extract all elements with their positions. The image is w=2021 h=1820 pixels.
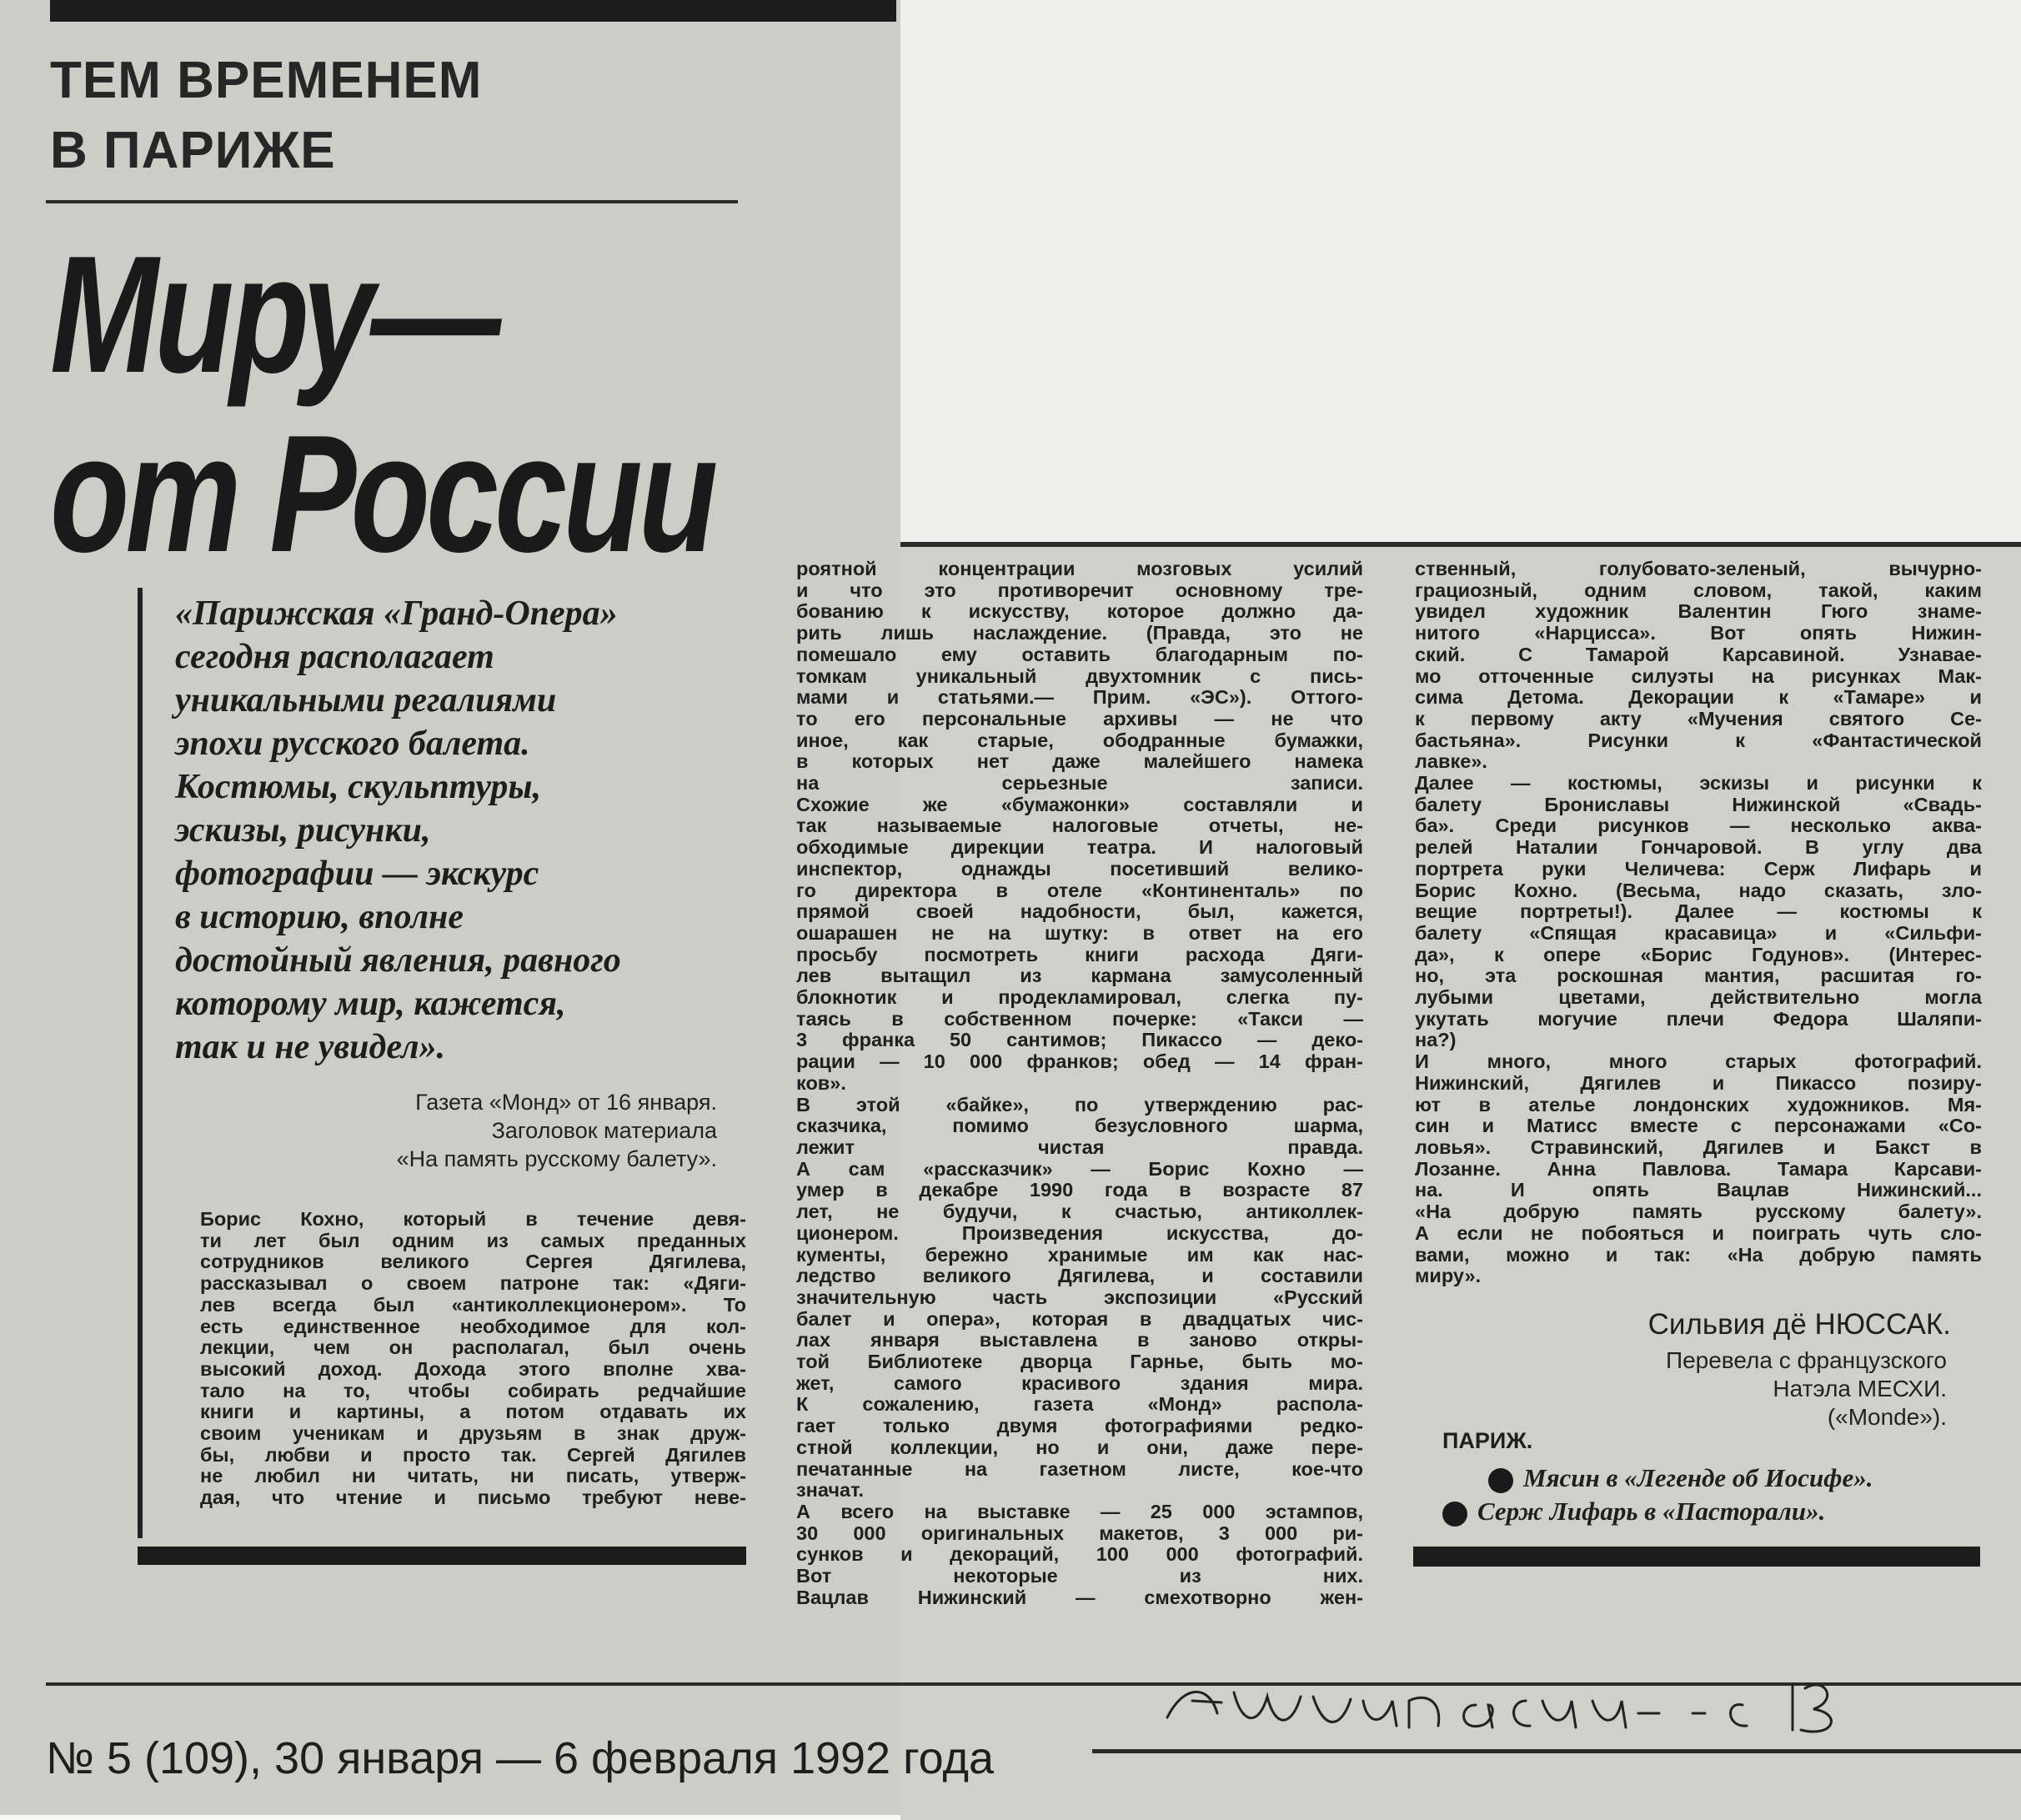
article-line: есть единственное необходимое для кол- [200,1316,746,1337]
article-line: лев всегда был «антиколлекционером». То [200,1294,746,1316]
article-line: ков». [796,1072,846,1094]
article-line: Борис Кохно, который в течение девя- [200,1209,746,1230]
article-line: лах января выставлена в заново откры- [796,1330,1363,1351]
kicker-line: ТЕМ ВРЕМЕНЕМ [50,52,483,109]
article-line: ский. С Тамарой Карсавиной. Узнаваe- [1415,644,1982,665]
article-line: мами и статьями.— Прим. «ЭС»). Оттого- [796,687,1363,709]
article-line: печатанные на газетном листе, кое-что [796,1458,1363,1480]
issue-line: № 5 (109), 30 января — 6 февраля 1992 года [46,1733,994,1783]
article-line: книги и картины, а потом отдавать их [200,1401,746,1423]
article-line: вещие портреты!). Далее — костюмы к [1415,901,1982,923]
article-line: тало на то, чтобы собирать редчайшие [200,1380,746,1401]
article-line: В этой «байке», по утверждению рас- [796,1094,1363,1116]
handwritten-note [1159,1667,1926,1742]
article-line: А если не побояться и поиграть чуть сло- [1415,1222,1982,1244]
article-line: лежит чистая правда. [796,1136,1363,1158]
article-line: бованию к искусству, которое должно да- [796,601,1363,623]
article-line: роятной концентрации мозговых усилий [796,559,1363,579]
article-line: сунков и декораций, 100 000 фотографий. [796,1544,1363,1566]
footer-rule-lower [1092,1749,2021,1753]
article-line: портрета руки Челичева: Серж Лифарь и [1415,858,1982,880]
article-line: высокий доход. Дохода этого вполне хва- [200,1358,746,1380]
article-line: на?) [1415,1030,1457,1051]
article-line: к первому акту «Мучения святого Се- [1415,708,1982,730]
article-line: грациозный, одним словом, такой, каким [1415,579,1982,601]
translator-line: Натэла МЕСХИ. [1773,1376,1947,1401]
translator-line: Перевела с французского [1665,1347,1947,1373]
top-bar [50,0,896,22]
article-line: А сам «рассказчик» — Борис Кохно — [796,1158,1363,1180]
article-line: своим ученикам и друзьям в знак друж- [200,1423,746,1445]
source-line: Газета «Монд» от 16 января. [415,1090,717,1115]
article-line: в которых нет даже малейшего намека [796,751,1363,773]
article-line: жет, самого красивого здания мира. [796,1372,1363,1394]
headline-line: от России [50,401,715,587]
headline [50,222,715,587]
article-line: релей Наталии Гончаровой. В углу два [1415,837,1982,859]
article-line: «На добрую память русскому балету». [1415,1201,1982,1223]
article-line: обходимые дирекции театра. И налоговый [796,837,1363,859]
lead-line: фотографии — экскурс [175,855,539,893]
article-line: Борис Кохно. (Весьма, надо сказать, зло- [1415,880,1982,901]
lead-line: так и не увидел». [175,1028,446,1066]
bullet-icon [1442,1502,1467,1527]
source-line: «На память русскому балету». [396,1146,717,1171]
article-line: бастьяна». Рисунки к «Фантастической [1415,730,1982,751]
article-line: сказчика, помимо безусловного шарма, [796,1116,1363,1137]
article-line: рить лишь наслаждение. (Правда, это не [796,623,1363,644]
article-line: лубыми цветами, действительно могла [1415,987,1982,1009]
article-line: лев вытащил из кармана замусоленный [796,965,1363,987]
article-line: инспектор, однажды посетивший велико- [796,858,1363,880]
article-line: то его персональные архивы — не что [796,708,1363,730]
article-line: ственный, голубовато-зеленый, вычурно- [1415,559,1982,579]
lead-line: «Парижская «Гранд-Опера» [175,594,618,633]
headline-line: Миру— [50,222,497,408]
photo-caption [1442,1497,1825,1527]
bullet-icon [1488,1468,1513,1493]
article-line: сотрудников великого Сергея Дягилева, [200,1251,746,1273]
article-line: А всего на выставке — 25 000 эстампов, [796,1501,1363,1522]
column-1-bottom-bar [138,1547,746,1565]
caption-text: Серж Лифарь в «Пасторали». [1477,1497,1826,1526]
article-line: томкам уникальный двухтомник с пись- [796,665,1363,687]
article-line: умер в декабре 1990 года в возрасте 87 [796,1180,1363,1201]
article-line: рации — 10 000 франков; обед — 14 фран- [796,1051,1363,1073]
article-line: син и Матисс вместе с персонажами «Со- [1415,1116,1982,1137]
article-line: миру». [1415,1266,1482,1287]
article-line: значительную часть экспозиции «Русский [796,1286,1363,1308]
article-line: бы, любви и просто так. Сергей Дягилев [200,1444,746,1466]
lead-line: уникальными регалиями [175,681,557,719]
article-line: Далее — костюмы, эскизы и рисунки к [1415,773,1982,795]
article-line: на. И опять Вацлав Нижинский... [1415,1180,1982,1201]
article-line: го директора в отеле «Континенталь» по [796,880,1363,901]
article-line: кументы, бережно хранимые им как нас- [796,1244,1363,1266]
article-line: укутать могучие плечи Федора Шаляпи- [1415,1008,1982,1030]
article-line: иное, как старые, ободранные бумажки, [796,730,1363,751]
article-line: ти лет был одним из самых преданных [200,1230,746,1251]
article-line: увидел художник Валентин Гюго знаме- [1415,601,1982,623]
blank-paper [900,0,2021,542]
article-line: Схожие же «бумажонки» составляли и [796,794,1363,815]
article-line: лет, не будучи, к счастью, антиколлек- [796,1201,1363,1223]
article-line: И много, много старых фотографий. [1415,1051,1982,1073]
article-line: да», к опере «Борис Годунов». (Интерес- [1415,944,1982,965]
source-note [250,1088,717,1173]
article-line: Нижинский, Дягилев и Пикассо позиру- [1415,1072,1982,1094]
author-signature: Сильвия дё НЮССАК. [1647,1308,1951,1341]
section-kicker [50,46,517,186]
article-line: прямой своей надобности, был, кажется, [796,901,1363,923]
article-line: блокнотик и продекламировал, слегка пу- [796,987,1363,1009]
photo-caption [1488,1463,1873,1493]
article-line: ловья». Стравинский, Дягилев и Бакст в [1415,1136,1982,1158]
article-line: дая, что чтение и письмо требуют неве- [200,1487,746,1509]
article-line: так называемые налоговые отчеты, не- [796,815,1363,837]
caption-text: Мясин в «Легенде об Иосифе». [1523,1463,1873,1492]
article-line: вами, можно и так: «На добрую память [1415,1244,1982,1266]
article-line: 30 000 оригинальных макетов, 3 000 ри- [796,1522,1363,1544]
article-line: мо отточенные силуэты на рисунках Мак- [1415,665,1982,687]
lead-line: эскизы, рисунки, [175,811,431,850]
article-line: нитого «Нарцисса». Вот опять Нижин- [1415,623,1982,644]
article-line: помешало ему оставить благодарным по- [796,644,1363,665]
article-column-1 [200,1209,746,1509]
article-line: Лозанне. Анна Павлова. Тамара Карсави- [1415,1158,1982,1180]
article-line: балет и опера», которая в двадцатых чис- [796,1308,1363,1330]
article-column-3 [1415,559,1982,1287]
lead-line: Костюмы, скульптуры, [175,768,542,806]
article-line: гает только двумя фотографиями редко- [796,1416,1363,1437]
article-line: 3 франка 50 сантимов; Пикассо — деко- [796,1030,1363,1051]
article-line: той Библиотеке дворца Гарнье, быть мо- [796,1351,1363,1373]
article-line: стной коллекции, но и они, даже пере- [796,1436,1363,1458]
article-line: ционером. Произведения искусства, до- [796,1222,1363,1244]
article-line: на серьезные записи. [796,773,1363,795]
dateline: ПАРИЖ. [1442,1428,1533,1453]
lead-line: эпохи русского балета. [175,724,530,763]
source-line: Заголовок материала [491,1118,717,1143]
article-line: балету «Спящая красавица» и «Сильфи- [1415,922,1982,944]
article-line: Вот некоторые из них. [796,1566,1363,1587]
lead-paragraph [175,592,759,1069]
article-line: лекции, чем он располагал, был очень [200,1337,746,1359]
kicker-line: В ПАРИЖЕ [50,122,336,179]
article-line: ба». Среди рисунков — несколько аква- [1415,815,1982,837]
article-line: рассказывал о своем патроне так: «Дяги- [200,1273,746,1295]
article-line: ледство великого Дягилева, и составили [796,1266,1363,1287]
article-line: просьбу посмотреть книги расхода Дяги- [796,944,1363,965]
article-line: ошарашен не на шутку: в ответ на его [796,922,1363,944]
lead-side-bar [138,588,143,1538]
article-line: лавке». [1415,751,1487,773]
article-line: не любил ни читать, ни писать, утверж- [200,1466,746,1487]
lead-line: в историю, вполне [175,898,464,936]
article-line: но, эта роскошная мантия, расшитая го- [1415,965,1982,987]
article-line: таясь в собственном почерке: «Такси — [796,1008,1363,1030]
lead-line: которому мир, кажется, [175,985,566,1023]
lead-line: сегодня располагает [175,638,494,676]
article-line: ют в ателье лондонских художников. Мя- [1415,1094,1982,1116]
article-column-2 [796,559,1363,1608]
translator-line: («Monde»). [1827,1404,1947,1430]
article-line: балету Брониславы Нижинской «Свадь- [1415,794,1982,815]
article-line: значат. [796,1480,865,1502]
article-line: Вацлав Нижинский — смехотворно жен- [796,1587,1363,1608]
translator-credit [1417,1346,1947,1431]
kicker-rule [46,200,738,203]
lead-line: достойный явления, равного [175,941,621,980]
article-line: и что это противоречит основному тре- [796,579,1363,601]
article-line: К сожалению, газета «Монд» распола- [796,1394,1363,1416]
article-line: сима Детома. Декорации к «Тамаре» и [1415,687,1982,709]
column-3-bottom-bar [1413,1547,1980,1567]
